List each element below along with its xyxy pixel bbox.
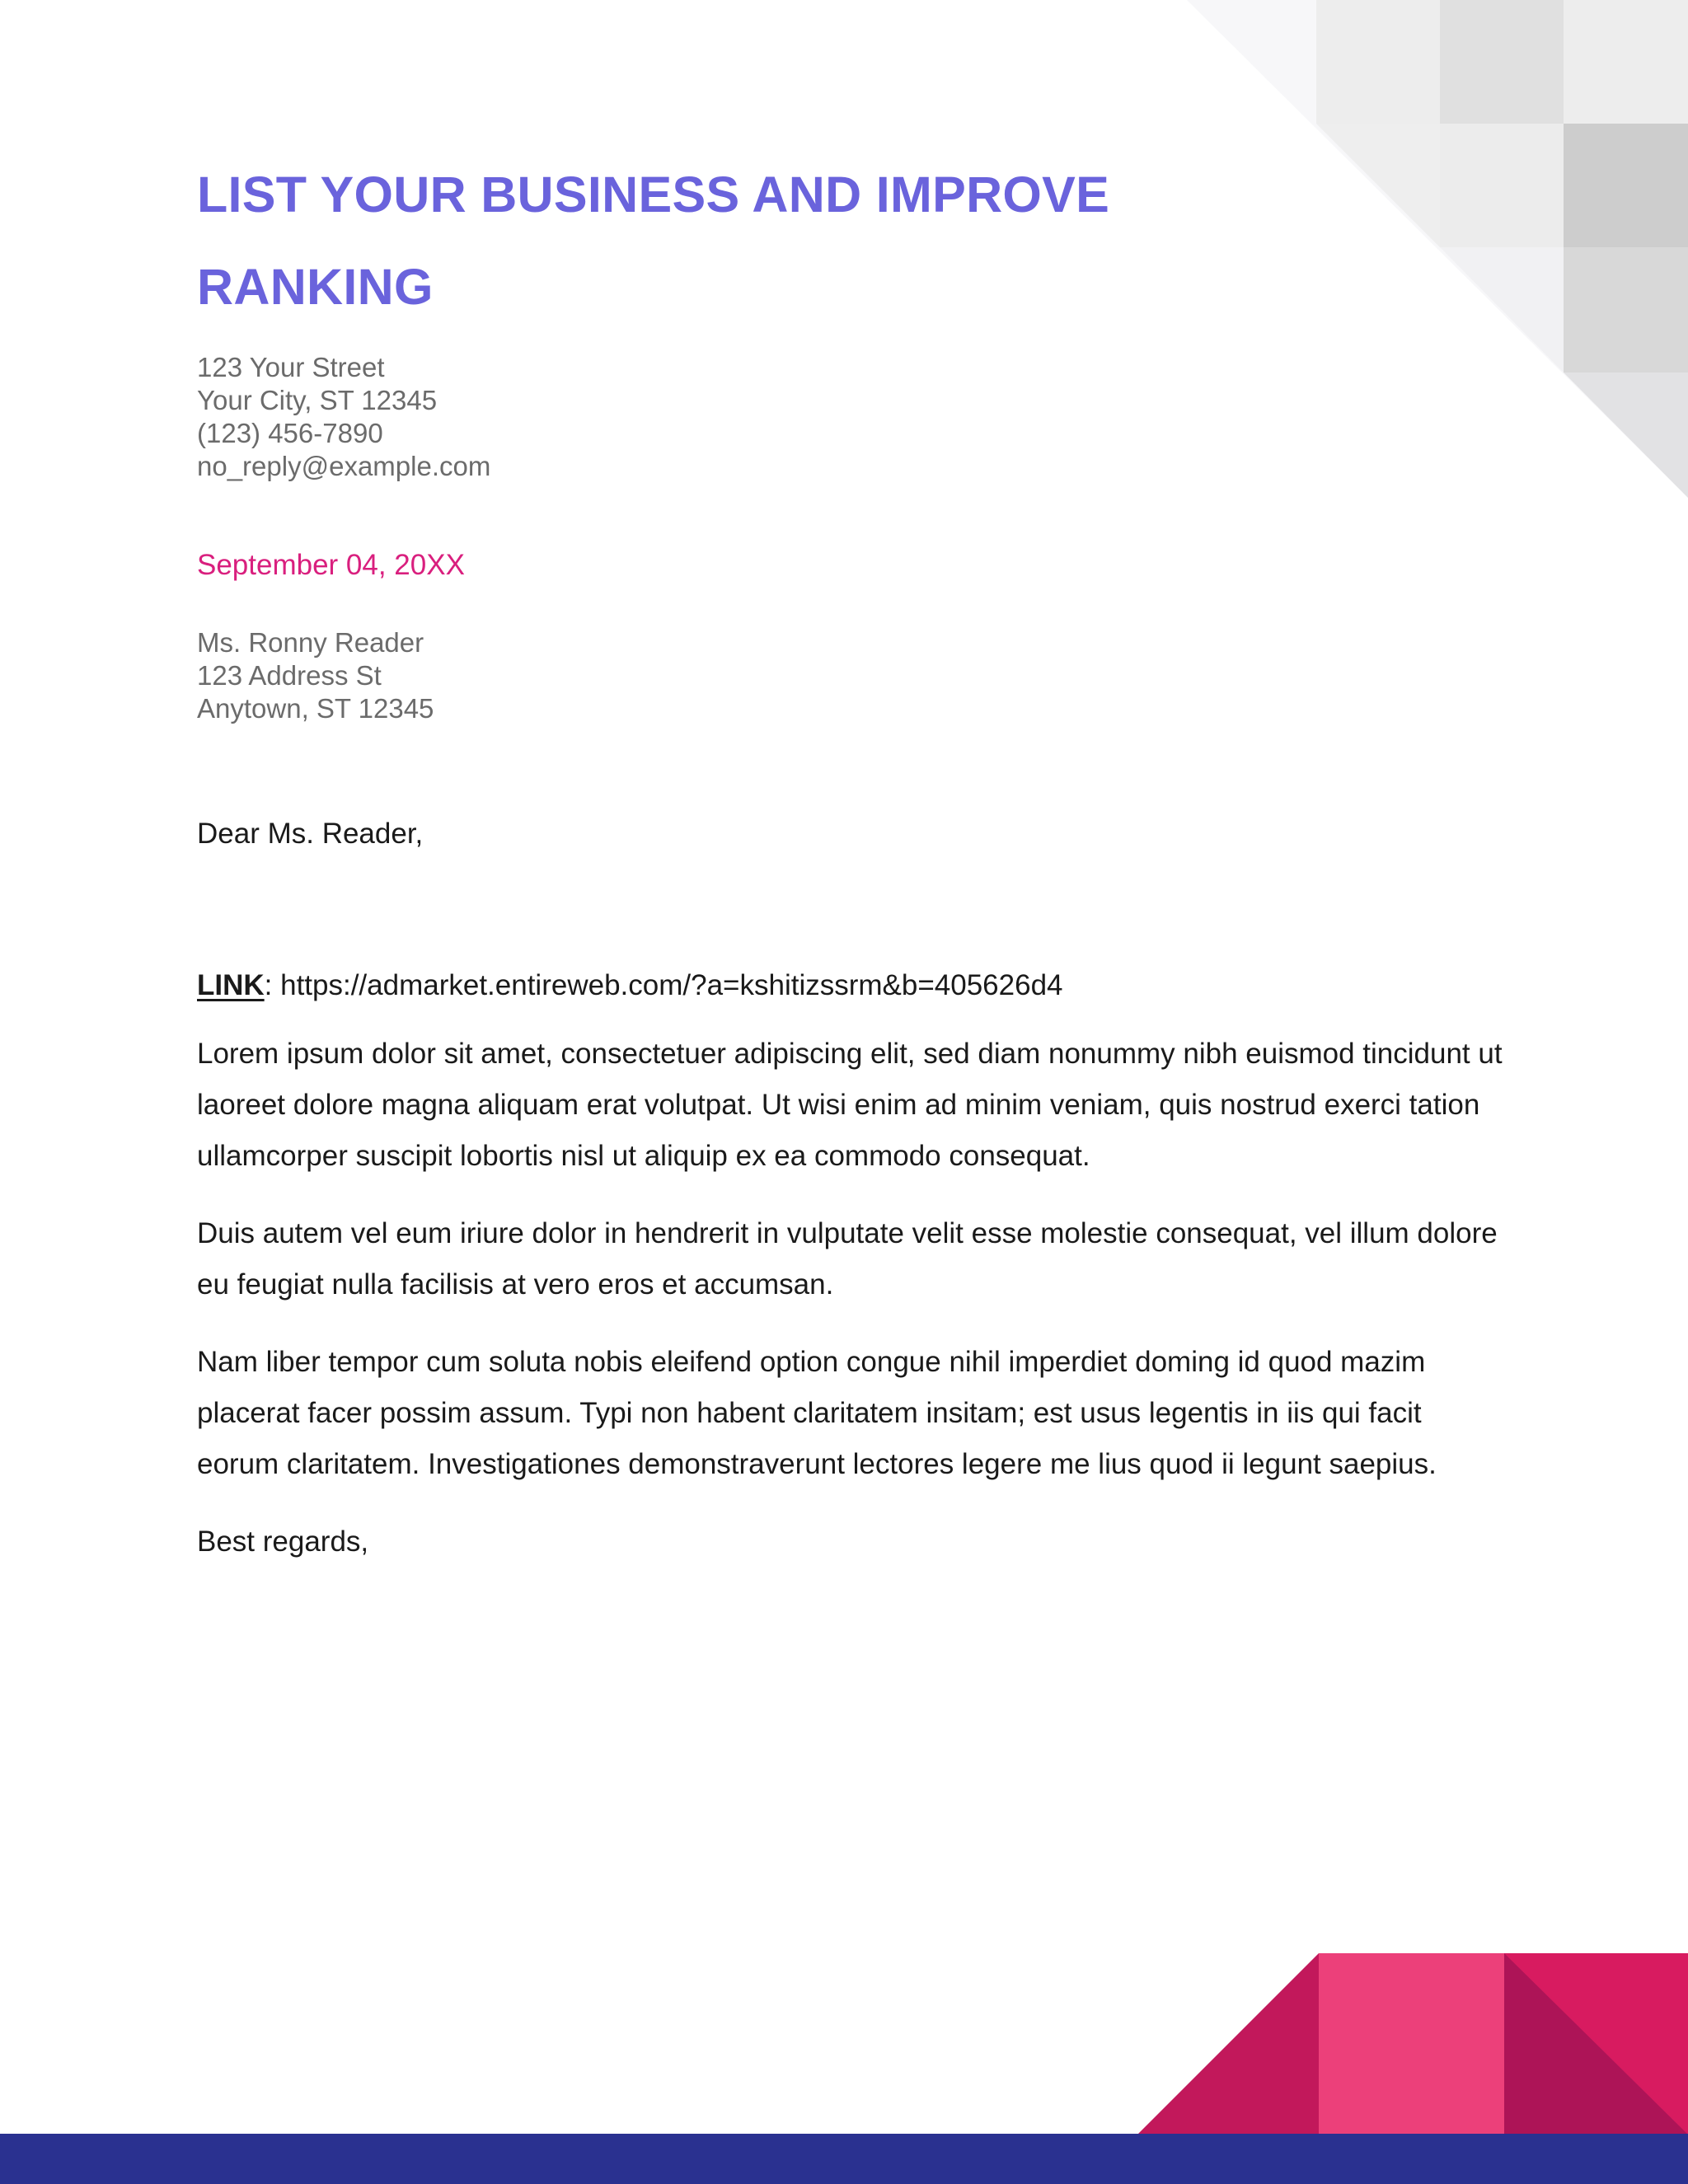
- document-title: LIST YOUR BUSINESS AND IMPROVE RANKING: [197, 166, 1110, 315]
- link-separator: :: [264, 969, 281, 1001]
- bottom-right-decoration: [1137, 1953, 1688, 2135]
- recipient-address: [197, 626, 1516, 725]
- sender-phone: (123) 456-7890: [197, 418, 383, 448]
- body-paragraph: Lorem ipsum dolor sit amet, consectetuer adipiscing elit, sed diam nonummy nibh euismod tincidunt ut laoreet dolore magna aliquam erat volutpat. Ut wisi enim ad minim veniam, quis nostrud exerci tation ullamcorper suscipit lobortis nisl ut aliquip ex ea commodo consequat.: [197, 1038, 1503, 1172]
- recipient-name: Ms. Ronny Reader: [197, 627, 424, 658]
- body-paragraph: Duis autem vel eum iriure dolor in hendrerit in vulputate velit esse molestie consequat, vel illum dolore eu feugiat nulla facilisis at vero eros et accumsan.: [197, 1217, 1498, 1301]
- closing: Best regards,: [197, 1526, 369, 1558]
- link-label: LINK: [197, 969, 265, 1001]
- body-paragraph: Nam liber tempor cum soluta nobis eleifend option congue nihil imperdiet doming id quod mazim placerat facer possim assum. Typi non habent claritatem insitam; est usus legentis in iis qui facit eorum claritatem. Investigationes demonstraverunt lectores legere me lius quod ii legunt saepius.: [197, 1346, 1437, 1480]
- sender-street: 123 Your Street: [197, 352, 385, 382]
- letter-date: September 04, 20XX: [197, 549, 465, 581]
- sender-city: Your City, ST 12345: [197, 385, 438, 415]
- link-line: [197, 969, 1516, 1002]
- link-url[interactable]: https://admarket.entireweb.com/?a=kshitizssrm&b=405626d4: [280, 969, 1063, 1001]
- sender-address: [197, 351, 1516, 483]
- greeting: Dear Ms. Reader,: [197, 818, 424, 850]
- recipient-city: Anytown, ST 12345: [197, 693, 434, 724]
- sender-email: no_reply@example.com: [197, 451, 491, 481]
- footer-bar: [0, 2134, 1688, 2184]
- letter-content: [197, 148, 1516, 1568]
- recipient-street: 123 Address St: [197, 660, 382, 691]
